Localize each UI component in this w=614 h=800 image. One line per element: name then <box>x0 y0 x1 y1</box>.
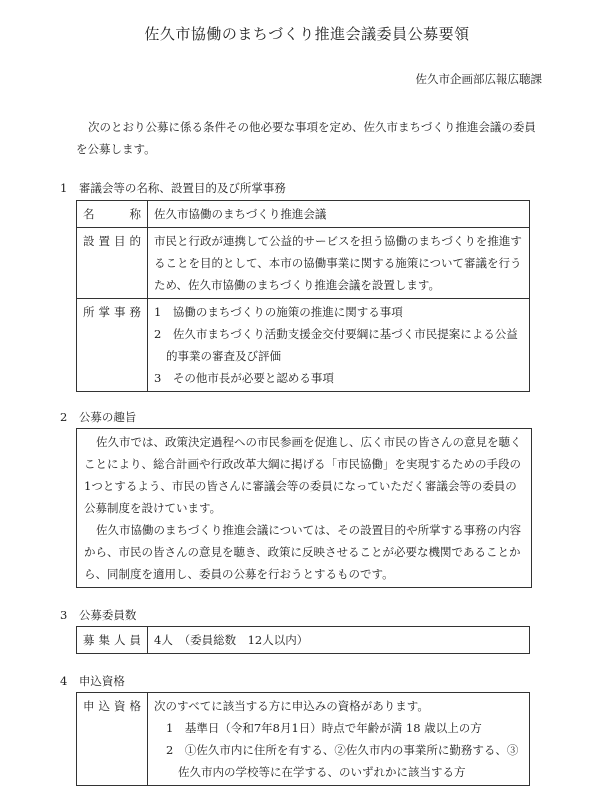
row-label-duties: 所掌事務 <box>77 299 148 392</box>
row-label-recruit: 募集人員 <box>77 627 148 654</box>
list-item: 1 基準日（令和7年8月1日）時点で年齢が満 18 歳以上の方 <box>166 721 482 735</box>
section-1-table <box>76 200 530 392</box>
list-item: 3 その他市長が必要と認める事項 <box>154 371 334 385</box>
table-row <box>77 228 530 299</box>
row-value-eligibility <box>148 693 530 786</box>
table-row <box>77 299 530 392</box>
paragraph: 佐久市では、政策決定過程への市民参画を促進し、広く市民の皆さんの意見を聴くことにより、総合計画や行政改革大綱に掲げる「市民協働」を実現するための手段の1つとするよう、市民の皆さんに審議会等の委員になっていただく審議会等の委員の公募制度を設けています。 <box>84 435 522 515</box>
row-label-name: 名 称 <box>77 201 148 228</box>
section-1-heading: 1 審議会等の名称、設置目的及び所掌事務 <box>60 181 286 195</box>
row-label-eligibility: 申込資格 <box>77 693 148 786</box>
list-item: 2 佐久市まちづくり活動支援金交付要綱に基づく市民提案による公益的事業の審査及び評価 <box>154 327 518 363</box>
row-value-recruit: 4人 （委員総数 12人以内） <box>148 627 530 654</box>
list-item: 2 ①佐久市内に住所を有する、②佐久市内の事業所に勤務する、③佐久市内の学校等に在学する、のいずれかに該当する方 <box>166 743 519 779</box>
table-row <box>77 693 530 786</box>
section-3-heading: 3 公募委員数 <box>60 608 137 622</box>
section-4-heading: 4 申込資格 <box>60 674 125 688</box>
row-value-duties <box>148 299 530 392</box>
table-row <box>77 627 530 654</box>
section-3-table <box>76 626 530 654</box>
section-4-table <box>76 692 530 786</box>
eligibility-lead: 次のすべてに該当する方に申込みの資格があります。 <box>154 699 429 713</box>
row-value-purpose: 市民と行政が連携して公益的サービスを担う協働のまちづくりを推進することを目的として、本市の協働事業に関する施策について審議を行うため、佐久市協働のまちづくり推進会議を設置します。 <box>148 228 530 299</box>
intro-paragraph: 次のとおり公募に係る条件その他必要な事項を定め、佐久市まちづくり推進会議の委員を公募します。 <box>76 120 536 156</box>
section-2-box <box>76 428 532 588</box>
section-2-heading: 2 公募の趣旨 <box>60 410 137 424</box>
department-name: 佐久市企画部広報広聴課 <box>415 72 542 86</box>
paragraph: 佐久市協働のまちづくり推進会議については、その設置目的や所掌する事務の内容から、市民の皆さんの意見を聴き、政策に反映させることが必要な機関であることから、同制度を適用し、委員の公募を行おうとするものです。 <box>84 523 522 581</box>
row-label-purpose: 設置目的 <box>77 228 148 299</box>
row-value-name: 佐久市協働のまちづくり推進会議 <box>148 201 530 228</box>
table-row <box>77 201 530 228</box>
document-title: 佐久市協働のまちづくり推進会議委員公募要領 <box>144 25 470 43</box>
list-item: 1 協働のまちづくりの施策の推進に関する事項 <box>154 305 403 319</box>
